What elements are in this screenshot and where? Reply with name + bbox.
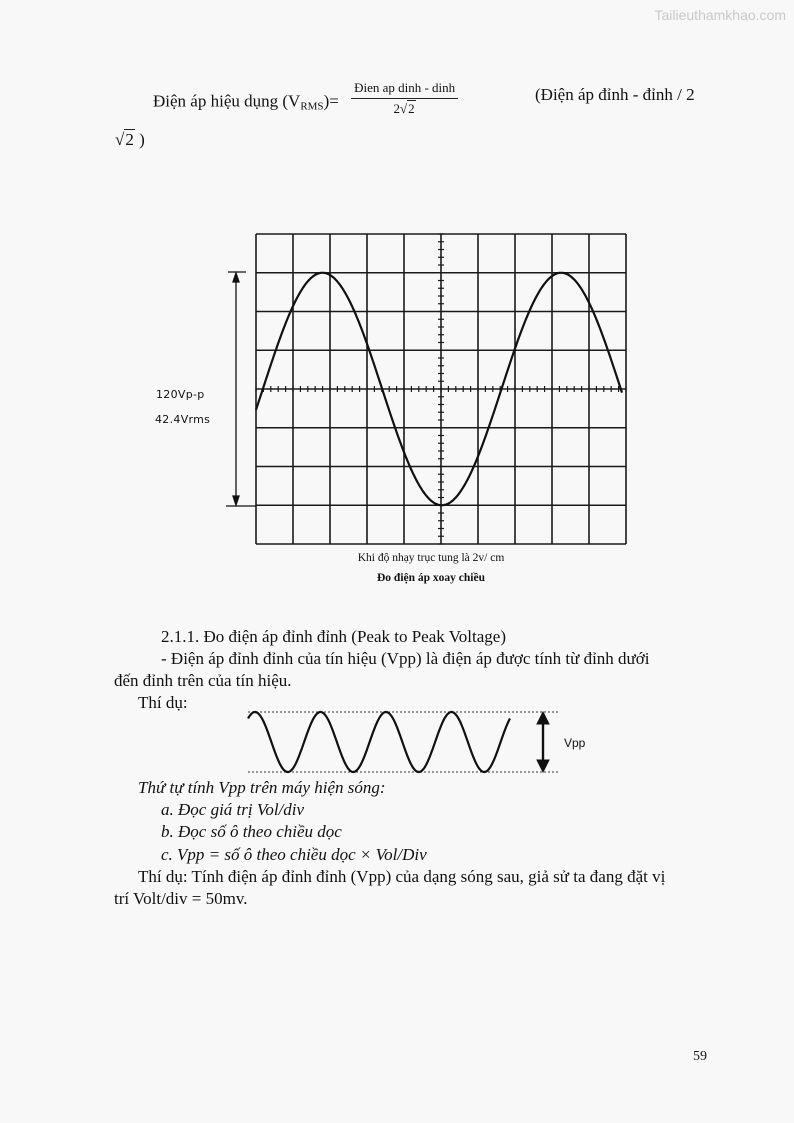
- formula-label-prefix: Điện áp hiệu dụng (V: [153, 91, 301, 111]
- watermark: Tailieuthamkhao.com: [654, 7, 786, 23]
- figure-caption-title: Đo điện áp xoay chiều: [377, 572, 485, 584]
- procedure-step-b: b. Đọc số ô theo chiều dọc: [161, 822, 342, 841]
- denominator-coefficient: 2: [393, 101, 401, 116]
- formula-label-subscript: RMS: [300, 100, 324, 113]
- formula-label-suffix: )=: [323, 91, 339, 111]
- sqrt-symbol: √2: [400, 101, 415, 116]
- vpp-double-arrow: [537, 712, 549, 772]
- vpp-sine-wave: [248, 712, 510, 772]
- section-heading: 2.1.1. Đo điện áp đỉnh đỉnh (Peak to Peak Voltage): [161, 627, 506, 646]
- procedure-step-c: c. Vpp = số ô theo chiều dọc × Vol/Div: [161, 845, 427, 864]
- procedure-title: Thứ tự tính Vpp trên máy hiện sóng:: [138, 778, 386, 797]
- figure-caption-sensitivity: Khi độ nhạy trục tung là 2v/ cm: [357, 552, 505, 564]
- example-label: Thí dụ:: [138, 693, 188, 712]
- page-number: 59: [693, 1049, 707, 1064]
- definition-line-2: đến đỉnh trên của tín hiệu.: [114, 671, 292, 690]
- vrms-value-label: 42.4Vrms: [155, 413, 211, 426]
- explanation-suffix: ): [134, 130, 145, 149]
- example2-line-1: Thí dụ: Tính điện áp đỉnh đỉnh (Vpp) của dạng sóng sau, giả sử ta đang đặt vị: [138, 867, 666, 886]
- formula-explanation: (Điện áp đỉnh - đỉnh / 2: [535, 85, 695, 104]
- formula-numerator: Đien ap dinh - dinh: [351, 80, 458, 99]
- example2-line-2: trí Volt/div = 50mv.: [114, 889, 248, 908]
- denominator-radicand: 2: [408, 101, 415, 116]
- procedure-step-a: a. Đọc giá trị Vol/div: [161, 800, 305, 819]
- definition-line-1: - Điện áp đỉnh đỉnh của tín hiệu (Vpp) là điện áp được tính từ đỉnh dưới: [161, 649, 650, 668]
- sqrt-symbol: √2: [115, 130, 134, 149]
- explanation-radicand: 2: [125, 130, 134, 149]
- vpp-value-label: 120Vp-p: [156, 388, 205, 401]
- vpp-arrow-label: Vpp: [564, 736, 586, 750]
